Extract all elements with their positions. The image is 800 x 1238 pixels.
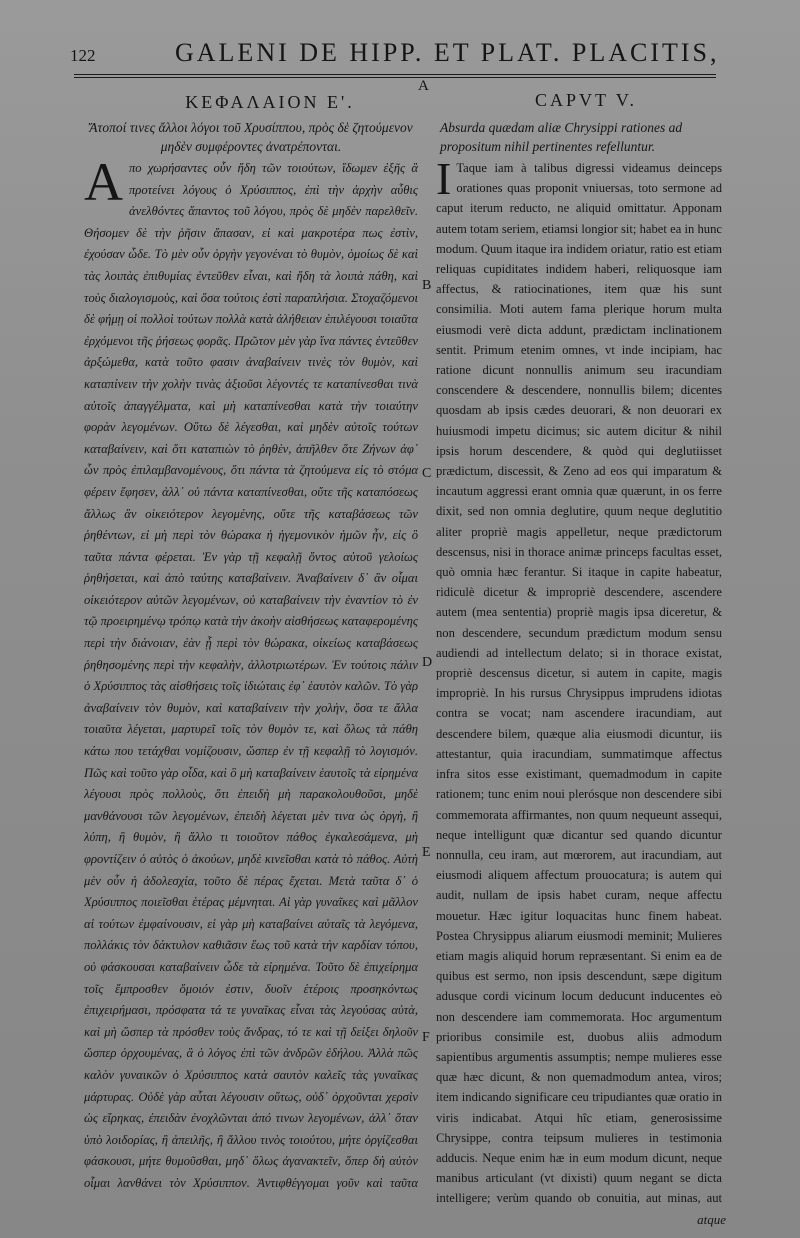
section-marker-f: F [422, 1030, 430, 1045]
section-marker-c: C [422, 466, 432, 481]
latin-drop-cap: I [436, 158, 452, 204]
section-marker-b: B [422, 278, 432, 293]
latin-text-column [436, 158, 722, 1208]
section-marker-e: E [422, 845, 431, 860]
greek-text-column [84, 158, 418, 1198]
running-head [70, 38, 750, 72]
header-rule-inner [74, 77, 716, 78]
latin-chapter-heading: CAPVT V. [534, 90, 638, 110]
header-rule [74, 74, 716, 75]
page-number: 122 [70, 46, 96, 65]
greek-drop-cap: Α [84, 158, 123, 212]
latin-chapter-summary: Absurda quædam aliæ Chrysippi rationes ad propositum nihil pertinentes refelluntur. [440, 120, 683, 154]
section-marker-d: D [422, 655, 433, 670]
section-marker-a: A [418, 78, 429, 94]
catchword: atque [697, 1212, 726, 1227]
latin-body-text: Taque iam à talibus digressi videamus deinceps orationes quas proponit vniuersas, toto sermone ad caput iterum reducto, ne aliquid omittatur. Apponam autem totam seriem, etiamsi longior sit; habet ea in hunc modum. Quum itaque ira indidem oriatur, ratio est etiam reliquas cupiditates indidem haberi, reliquosque iam affectus, & ratiocinationes, item quæ his sunt consimilia. Moti autem fama plerique horum multa eiusmodi verè dicta addunt, prædictam inclinationem sentit. Primum etenim omnes, vt inde incipiam, hac ratione dicunt nonnullis animum seu iracundiam conscendere & descendere, nonnullis bilem; dicentes quosdam ab ipsis cædes deuorari, & non deuorari ex huiusmodi impetu dicimus; sic autem dicitur & nihil ipsis horum descendere, & quòd qui deglutiisset prædictum, discessit, & Zeno ad eos qui imparatum & incautum aggressi erant omnia quæ quærunt, in os ferre dixit, sed non omnia deglutire, quum neque deglutitio aliter propriè magis appelletur, neque prædictorum descensus, nisi in thorace animæ princeps facultas esset, quò omnia hæc ferantur. Si itaque in capite habeatur, ridiculè dicetur & impropriè descendere, ascendere autem (mea sententia) propriè magis ipsa diceretur, & non descendere, secundum prædictum modum sensu audiendi ad intellectum delato; si in thorace existat, propriè descensus dicetur, si autem in capite, magis impropriè. In his rursus Chrysippus imprudens idiotas contra se vocat; nam ascendere iracundiam, aut descendere bilem, quæque alia eiusmodi dicuntur, iis attestantur, quia iracundiam, summatimque affectus infra sitos esse existimant, quemadmodum in capite rationem; tunc enim noui plerósque non descendere sibi commemorata affirmantes, non quum nequeunt assequi, neque intelligunt quæ dicantur sed quando dicuntur nonnulla, ceu iram, aut mœrorem, aut iracundiam, aut eiusmodi aliquem affectum prouocatura; is autem qui audit, nullam de ipsis habet curam, neque affectu mouetur. Hæc igitur loquacitas hunc finem habeat. Postea Chrysippus aliarum eiusmodi meminit; Mulieres etiam magis aliquid horum repræsentant. Si enim ea de quibus est sermo, non ipsis descendunt, sæpe digitum adusque cordi vicinum locum deducunt inducentes eò non descendere iam commemorata. Hoc argumentum prioribus consimile est, duobus aliis admodum sapientibus argumentis assumptis; nempe mulieres esse quæ hæc dicunt, & non quemadmodum antea, viros; item indicando significare ceu tripudiantes quæ oratio in viris indicabat. Atqui hîc etiam, generosissime Chrysippe, contra teipsum mulieres in testimonia adducis. Neque enim hæ in eum modum dicunt, neque manibus articulant (vt dixisti) quum negant se dicta intelligere; verùm quando ob conuitia, aut minas, aut [436, 161, 722, 1206]
greek-body-text: πο χωρήσαντες οὖν ἤδη τῶν τοιούτων, ἴδωμεν ἐξῆς ἃ προτείνει λόγους ὁ Χρύσιππος, ἐπὶ τὴν ἀρχὴν αὖθις ἀνελθόντες ἅπαντος τοῦ λόγου, πρὸς δὲ μηδὲν παρελθεῖν. Θήσομεν δὲ τὴν ῥῆσιν ἅπασαν, εἰ καὶ μακροτέρα πως ἐστὶν, ἐχούσαν ὧδε. Τὸ μὲν οὖν ὀργὴν γεγονέναι τὸ θυμὸν, ὁμοίως δὲ καὶ τὰς λοιπὰς ἐπιθυμίας ἐντεῦθεν εἶναι, καὶ ἤδη τὰ λοιπὰ πάθη, καὶ τοὺς διαλογισμοὺς, καὶ ὅσα τούτοις ἐστὶ παραπλήσια. Στοχαζόμενοι δὲ φήμῃ οἱ πολλοὶ τούτων πολλὰ κατὰ ἀλήθειαν ἐπιλέγουσι τοιαῦτα ἐρχόμενοι τῆς ῥήσεως φορᾶς. Πρῶτον μὲν γὰρ ἵνα πάντες ἐντεῦθεν ἀρξώμεθα, κατὰ τοῦτο φασιν ἀναβαίνειν τινὲς τὸν θυμὸν, καὶ καταπίνειν τὴν χολὴν τινὰς ἀξιοῦσι λέγοντές τε καταπίνεσθαι τινὰ αὐτοῖς ἀπαγγέλματα, καὶ μὴ καταπίνεσθαι κατὰ τὴν τοιαύτην φορὰν λεγομένων. Οὕτω δὲ λέγεσθαι, καὶ μηδὲν αὐτοῖς τούτων καταβαίνειν, καὶ ὅτι καταπιὼν τὸ ῥηθὲν, ἀπῆλθεν ὅτε Ζήνων ἀφ᾽ ὧν πρὸς ἐπιλαμβανομένους, ὅτι πάντα τὰ ζητούμενα εἰς τὸ στόμα φέρειν ἔφησεν, ἀλλ᾽ οὐ πάντα καταπίνεσθαι, οὔτε τῆς καταπόσεως ἄλλως ἂν οἰκειότερον λεγομένης, οὔτε τῆς καταβάσεως τῶν ῥηθέντων, εἰ μὴ περὶ τὸν θώρακα ἡ ἡγεμονικὸν ἡμῶν ἦν, εἰς ὃ ταῦτα πάντα φέρεται. Ἐν γὰρ τῇ κεφαλῇ ὄντος αὐτοῦ γελοίως ῥηθήσεται, καὶ ἀπὸ ταύτης καταβαίνειν. Ἀναβαίνειν δ᾽ ἂν οἶμαι οἰκειότερον αὐτῶν λεγομένων, οὐ καταβαίνειν τὴν ἐναντίον τὸ ἐν τῷ προειρημένῳ τρόπῳ κατὰ τὴν ἀκοὴν αἰσθήσεως καταφερομένης περὶ τὴν διάνοιαν, ἐὰν ᾖ περὶ τὸν θώρακα, οἰκείως καταβάσεως ῥηθησομένης περὶ τὴν κεφαλὴν, ἀλλοτριωτέρων. Ἐν τούτοις πάλιν ὁ Χρύσιππος τὰς αἰσθήσεις τοῖς ἰδιώταις ἐφ᾽ ἑαυτὸν καλῶν. Τὸ γὰρ ἀναβαίνειν τὸν θυμὸν, καὶ καταβαίνειν τὴν χολὴν, ὅσα τε ἄλλα τοιαῦτα λέγεται, μαρτυρεῖ τοῖς τὸν θυμὸν τε, καὶ ὅλως τὰ πάθη κάτω που τετάχθαι νομίζουσιν, ὥσπερ ἐν τῇ κεφαλῇ τὸ λογισμόν. Πῶς καὶ τοῦτο γὰρ οἶδα, καὶ ὃ μὴ καταβαίνειν ἑαυτοῖς τὰ εἰρημένα λέγουσι πρὸς πολλοὺς, ὅτι ἐπειδὴ μὴ παρακολουθοῦσι, μηδὲ μανθάνουσι τῶν λεγομένων, ἐπειδὴ λέγεται μὲν τινα ὡς ὀργὴ, ἢ λύπη, ἢ θυμὸν, ἢ ἄλλο τι τοιοῦτον πάθος ἐγκαλεσάμενα, μὴ φροντίζειν ὁ αὐτὸς ὁ ἀκούων, μηδὲ κινεῖσθαι κατὰ τὸ πάθος. Αὐτὴ μὲν οὖν ἡ ἀδολεσχία, τοῦτο δὲ πέρας ἔχεται. Μετὰ ταῦτα δ᾽ ὁ Χρύσιππος ποιεῖσθαι ἑτέρας μέμνηται. Αἱ γὰρ γυναῖκες καὶ μᾶλλον αἱ τούτων ἐμφαίνουσιν, εἰ γὰρ μὴ καταβαίνει αὐταῖς τὰ λεγόμενα, πολλάκις τὸν δάκτυλον καθιᾶσιν ἕως τοῦ κατὰ τὴν καρδίαν τόπου, οὐ φάσκουσαι καταβαίνειν ὧδε τὰ εἰρημένα. Τοῦτο δὲ ἐπιχείρημα τοῖς ἔμπροσθεν ὅμοιόν ἐστιν, δυοῖν ἑτέροις προσηκόντως ἐπιχειρήμασι, πρόσφατα τά τε γυναῖκας εἶναι τὰς λεγούσας αὐτὰ, καὶ μὴ ὥσπερ τὰ πρόσθεν τοὺς ἄνδρας, τό τε καὶ τῇ δείξει δηλοῦν ὥσπερ ὀρχουμένας, ἃ ὁ λόγος ἐπὶ τῶν ἀνδρῶν ἐδήλου. Ἀλλὰ πῶς καλὸν γυναικῶν ὁ Χρύσιππος κατὰ σαυτὸν καλεῖς τὰς γυναῖκας μάρτυρας. Οὐδὲ γὰρ αὗται λέγουσιν οὕτως, οὐδ᾽ ὀρχοῦνται χερσὶν ὡς εἴρηκας, ἐπειδὰν ἐνοχλῶνται ἀπό τινων λεγομένων, ἀλλ᾽ ὅταν ὑπὸ λοιδορίας, ἢ ἀπειλῆς, ἢ ἄλλου τινὸς τοιούτου, μήτε ὀργίζεσθαι φάσκουσι, μήτε θυμοῦσθαι, μηδ᾽ ὅλως ἀγανακτεῖν, ὅπερ δὴ αὐτὸν οἶμαι λανθάνει τὸν Χρύσιππον. Ἀντιφθέγγομαι γοῦν καὶ ταῦτα [84, 161, 418, 1190]
greek-chapter-heading: ΚΕΦΑΛΑΙΟΝ Ε'. [185, 92, 355, 112]
greek-chapter-summary: Ἄτοποί τινες ἄλλοι λόγοι τοῦ Χρυσίππου, πρὸς δὲ ζητούμενον μηδὲν συμφέροντες ἀνατρέπονται. [89, 120, 413, 154]
running-title: GALENI DE HIPP. ET PLAT. PLACITIS, [175, 38, 720, 67]
